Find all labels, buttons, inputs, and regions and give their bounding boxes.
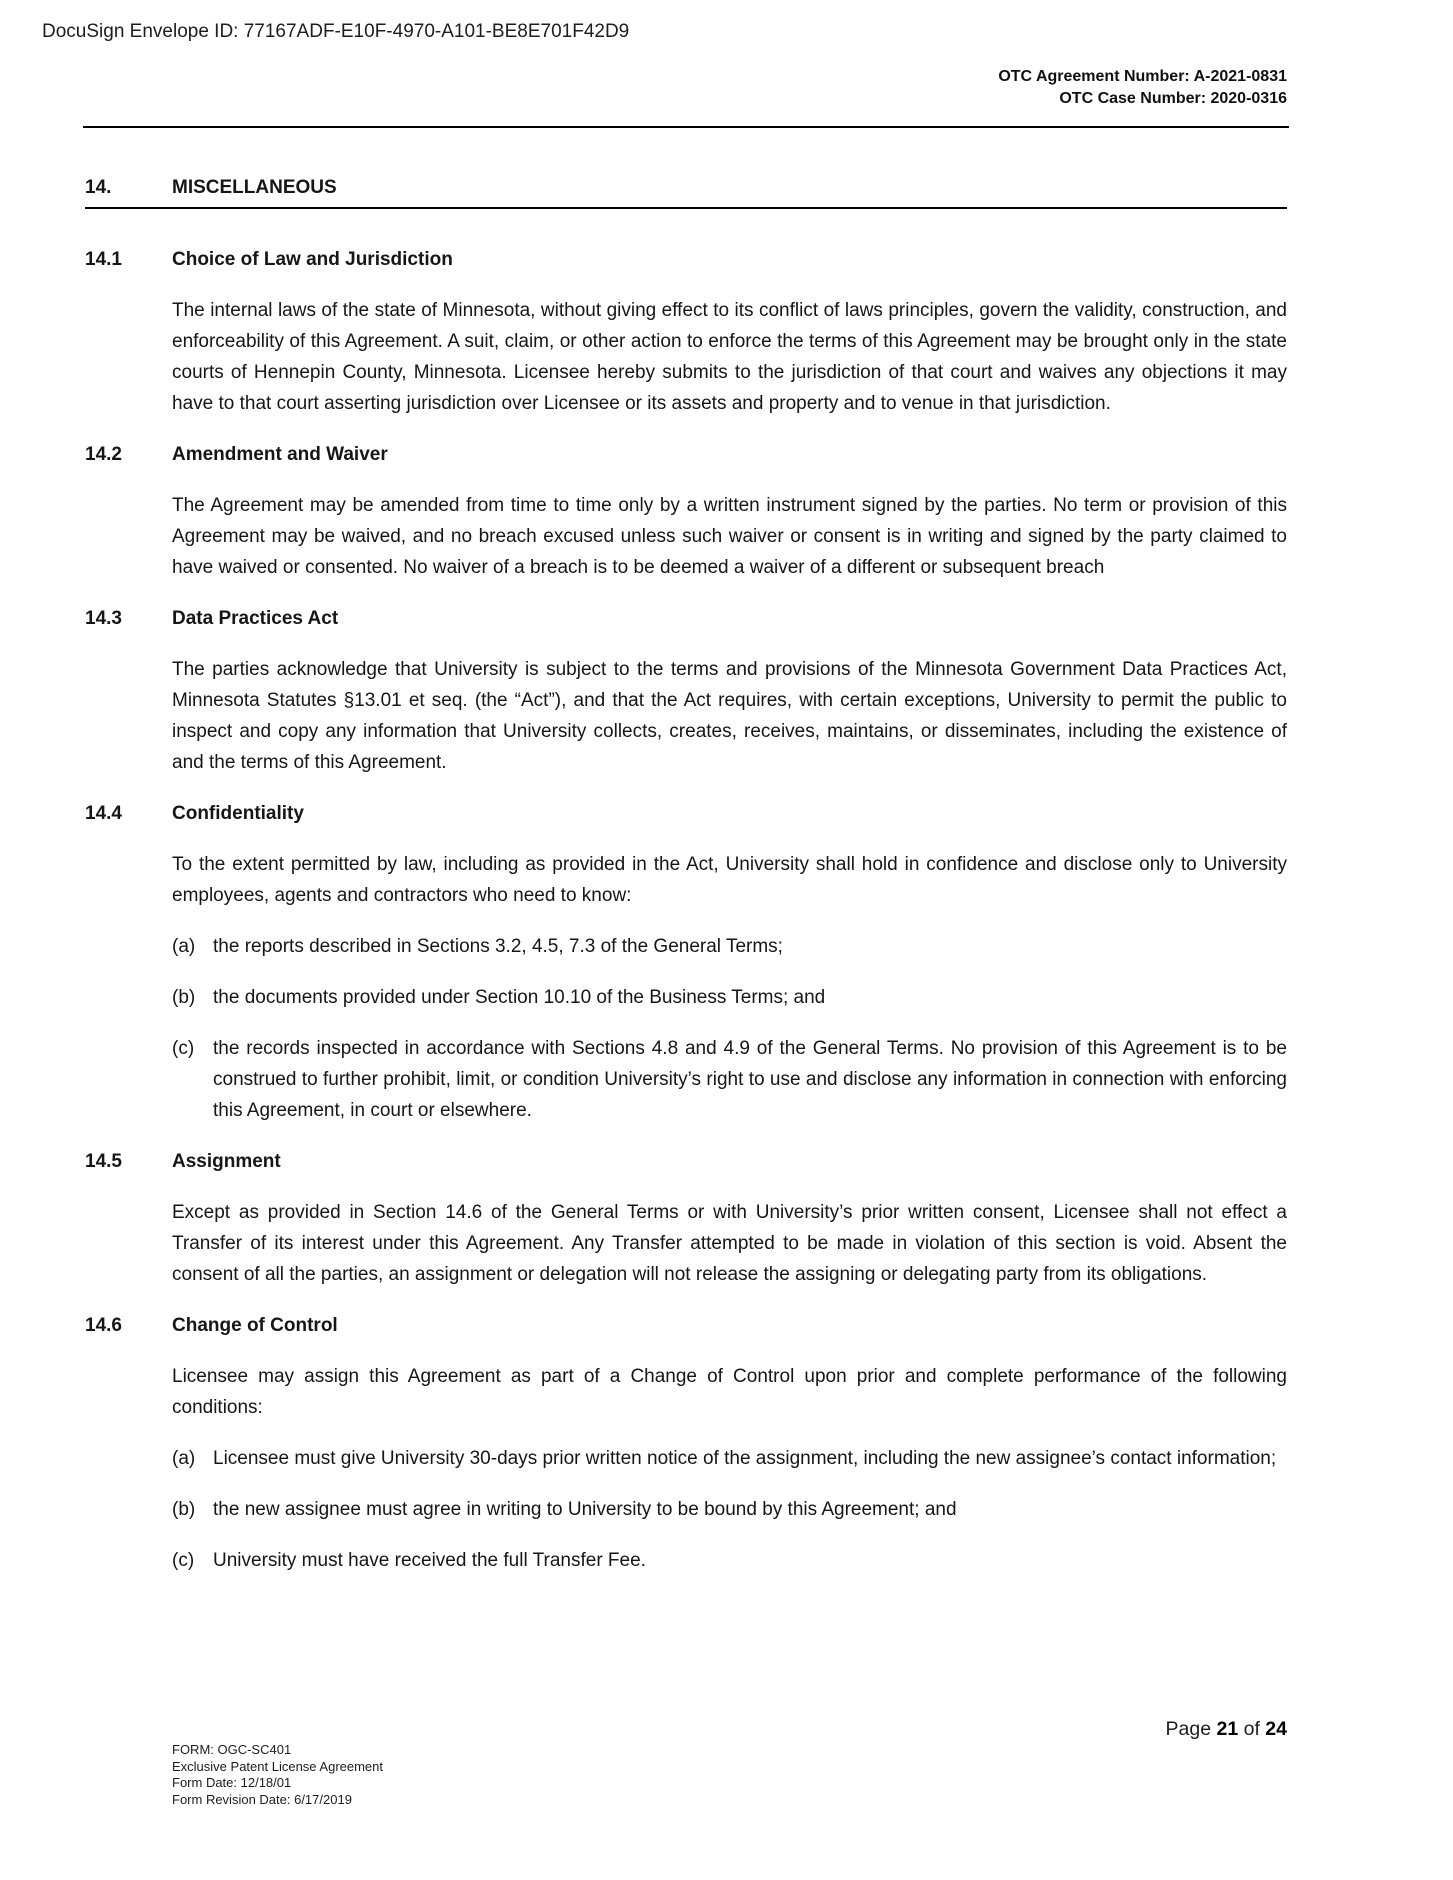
list-item-text: the new assignee must agree in writing to University to be bound by this Agreement; and	[213, 1499, 957, 1520]
list-item	[172, 1443, 1287, 1474]
list-item	[172, 1545, 1287, 1576]
list-item-marker: (a)	[172, 936, 196, 957]
subsection-number: 14.4	[85, 803, 122, 824]
section-number: 14.	[85, 177, 112, 198]
subsection-paragraph: Except as provided in Section 14.6 of the General Terms or with University’s prior written consent, Licensee shall not effect a Transfer of its interest under this Agreement. Any Transfer attempted to be made in violation of this section is void. Absent the consent of all the parties, an assignment or delegation will not release the assigning or delegating party from its obligations.	[172, 1202, 1287, 1285]
subsection-title: Data Practices Act	[172, 608, 339, 629]
subsection-14-3	[85, 603, 1287, 778]
list-item-text: University must have received the full Transfer Fee.	[213, 1550, 646, 1571]
form-info-line: Form Revision Date: 6/17/2019	[172, 1791, 352, 1807]
list-item-marker: (b)	[172, 1499, 196, 1520]
subsection-heading	[85, 603, 1287, 634]
page-number	[1166, 1718, 1287, 1741]
subsection-heading	[85, 1146, 1287, 1177]
list-item-text: Licensee must give University 30-days prior written notice of the assignment, including the new assignee’s contact information;	[213, 1448, 1277, 1469]
list-item-text: the records inspected in accordance with Sections 4.8 and 4.9 of the General Terms. No provision of this Agreement is to be construed to further prohibit, limit, or condition University’s right to use and disclose any information in connection with enforcing this Agreement, in court or elsewhere.	[213, 1038, 1287, 1121]
subsection-number: 14.2	[85, 444, 122, 465]
otc-header	[998, 66, 1287, 110]
otc-agreement-number: OTC Agreement Number: A-2021-0831	[998, 68, 1287, 85]
list-item	[172, 1033, 1287, 1126]
document-body	[85, 172, 1287, 1596]
subsection-number: 14.3	[85, 608, 122, 629]
subsection-title: Confidentiality	[172, 803, 304, 824]
list-item-text: the documents provided under Section 10.10 of the Business Terms; and	[213, 987, 826, 1008]
subsection-title: Assignment	[172, 1151, 281, 1172]
subsection-number: 14.5	[85, 1151, 122, 1172]
subsection-14-4	[85, 798, 1287, 1126]
subsection-paragraph: To the extent permitted by law, including as provided in the Act, University shall hold in confidence and disclose only to University employees, agents and contractors who need to know:	[172, 854, 1287, 906]
otc-case-number: OTC Case Number: 2020-0316	[1059, 90, 1287, 107]
page-total: 24	[1265, 1718, 1287, 1740]
subsection-number: 14.6	[85, 1315, 122, 1336]
of-word: of	[1238, 1718, 1266, 1740]
section-heading	[85, 172, 1287, 209]
list-item-marker: (c)	[172, 1550, 195, 1571]
subsection-paragraph: The Agreement may be amended from time to time only by a written instrument signed by the parties. No term or provision of this Agreement may be waived, and no breach excused unless such waiver or consent is in writing and signed by the party claimed to have waived or consented. No waiver of a breach is to be deemed a waiver of a different or subsequent breach	[172, 495, 1287, 578]
subsection-heading	[85, 244, 1287, 275]
list-item-marker: (a)	[172, 1448, 196, 1469]
form-info-line: Form Date: 12/18/01	[172, 1775, 292, 1790]
list-item-marker: (b)	[172, 987, 196, 1008]
form-info	[172, 1742, 383, 1808]
subsection-heading	[85, 1310, 1287, 1341]
list-item	[172, 1494, 1287, 1525]
form-info-line: Exclusive Patent License Agreement	[172, 1758, 384, 1774]
header-rule	[83, 126, 1289, 128]
subsection-title: Choice of Law and Jurisdiction	[172, 249, 453, 270]
form-info-line: FORM: OGC-SC401	[172, 1742, 292, 1757]
subsection-paragraph: Licensee may assign this Agreement as part of a Change of Control upon prior and complete performance of the following conditions:	[172, 1366, 1287, 1418]
subsection-14-5	[85, 1146, 1287, 1290]
subsection-paragraph: The internal laws of the state of Minnesota, without giving effect to its conflict of laws principles, govern the validity, construction, and enforceability of this Agreement. A suit, claim, or other action to enforce the terms of this Agreement may be brought only in the state courts of Hennepin County, Minnesota. Licensee hereby submits to the jurisdiction of that court and waives any objections it may have to that court asserting jurisdiction over Licensee or its assets and property and to venue in that jurisdiction.	[172, 300, 1287, 414]
subsection-14-6	[85, 1310, 1287, 1576]
subsection-paragraph: The parties acknowledge that University is subject to the terms and provisions of the Minnesota Government Data Practices Act, Minnesota Statutes §13.01 et seq. (the “Act”), and that the Act requires, with certain exceptions, University to permit the public to inspect and copy any information that University collects, creates, receives, maintains, or disseminates, including the existence of and the terms of this Agreement.	[172, 659, 1287, 773]
subsection-number: 14.1	[85, 249, 122, 270]
subsection-14-1	[85, 244, 1287, 419]
subsection-title: Amendment and Waiver	[172, 444, 388, 465]
page-current: 21	[1216, 1718, 1239, 1740]
page-word: Page	[1165, 1718, 1217, 1740]
list-item	[172, 982, 1287, 1013]
subsection-heading	[85, 439, 1287, 470]
list-item	[172, 931, 1287, 962]
subsection-heading	[85, 798, 1287, 829]
list-item-text: the reports described in Sections 3.2, 4.5, 7.3 of the General Terms;	[213, 936, 783, 957]
section-title: MISCELLANEOUS	[172, 177, 337, 198]
list-item-marker: (c)	[172, 1038, 195, 1059]
subsection-title: Change of Control	[172, 1315, 338, 1336]
subsection-14-2	[85, 439, 1287, 583]
docusign-envelope-id: DocuSign Envelope ID: 77167ADF-E10F-4970-A101-BE8E701F42D9	[42, 21, 630, 42]
